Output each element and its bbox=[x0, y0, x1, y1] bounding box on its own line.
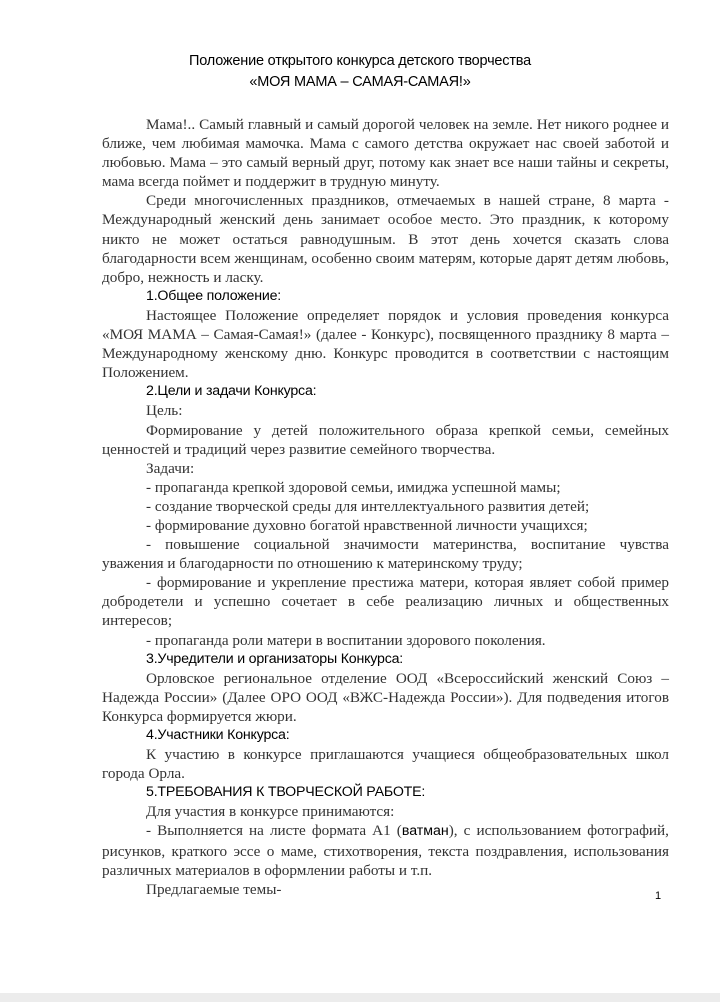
themes-label: Предлагаемые темы- bbox=[146, 880, 282, 898]
section-1-text: Настоящее Положение определяет порядок и условия проведения конкурса «МОЯ МАМА – Самая-Самая!» (далее - Конкурс), посвященного празднику 8 марта – Международному женскому дню. Конкурс проводится в соответствии с настоящим Положением. bbox=[102, 306, 669, 382]
task-item: - создание творческой среды для интеллектуального развития детей; bbox=[146, 497, 590, 515]
section-4-text: К участию в конкурсе приглашаются учащиеся общеобразовательных школ города Орла. bbox=[102, 746, 669, 783]
requirement-format-word: ватман bbox=[401, 823, 449, 840]
page-number: 1 bbox=[655, 890, 662, 902]
section-4-heading: 4.Участники Конкурса: bbox=[146, 727, 290, 743]
intro-paragraph-2: Среди многочисленных праздников, отмечаемых в нашей стране, 8 марта - Международный женский день занимает особое место. Это праздник, к которому никто не может остаться равнодушным. В этот день хочется сказать слова благодарности всем женщинам, особенно своим матерям, которые дарят детям любовь, добро, нежность и ласку. bbox=[102, 192, 669, 286]
task-item: - повышение социальной значимости материнства, воспитание чувства уважения и благодарности по отношению к материнскому труду; bbox=[102, 536, 669, 573]
task-item: - формирование и укрепление престижа матери, которая являет собой пример добродетели и успешно сочетает в себе реализацию личных и общественных интересов; bbox=[102, 574, 669, 630]
requirement-item bbox=[102, 821, 669, 879]
task-item: - пропаганда роли матери в воспитании здорового поколения. bbox=[146, 631, 546, 649]
goal-label: Цель: bbox=[146, 402, 183, 420]
task-item: - формирование духовно богатой нравственной личности учащихся; bbox=[146, 516, 588, 534]
requirement-text-end: ), с использованием фотографий, рисунков, краткого эссе о маме, стихотворения, текста поздравления, использования различных материалов в оформлении работы и т.п. bbox=[102, 822, 669, 879]
document-title-line-2: «МОЯ МАМА – САМАЯ-САМАЯ!» bbox=[249, 74, 471, 90]
section-3-text: Орловское региональное отделение ООД «Всероссийский женский Союз – Надежда России» (Далее ОРО ООД «ВЖС-Надежда России»). Для подведения итогов Конкурса формируется жюри. bbox=[102, 669, 669, 725]
requirement-text-start: - Выполняется на листе формата А1 ( bbox=[146, 822, 402, 840]
section-1-heading: 1.Общее положение: bbox=[146, 287, 282, 304]
goal-text: Формирование у детей положительного образа крепкой семьи, семейных ценностей и традиций через развитие семейного творчества. bbox=[102, 421, 669, 458]
section-5-heading: 5.ТРЕБОВАНИЯ К ТВОРЧЕСКОЙ РАБОТЕ: bbox=[146, 784, 426, 801]
intro-paragraph-1: Мама!.. Самый главный и самый дорогой человек на земле. Нет никого роднее и ближе, чем любимая мамочка. Мама с самого детства окружает нас своей заботой и любовью. Мама – это самый верный друг, потому как знает все наши тайны и секреты, мама всегда поймет и поддержит в трудную минуту. bbox=[102, 116, 669, 191]
document-body bbox=[102, 115, 669, 899]
document-title-line-1: Положение открытого конкурса детского творчества bbox=[189, 53, 531, 69]
section-2-heading: 2.Цели и задачи Конкурса: bbox=[146, 383, 317, 400]
task-item: - пропаганда крепкой здоровой семьи, имиджа успешной мамы; bbox=[146, 478, 561, 496]
viewer-bottom-edge bbox=[0, 993, 720, 1002]
section-3-heading: 3.Учредители и организаторы Конкурса: bbox=[146, 650, 404, 667]
tasks-label: Задачи: bbox=[146, 459, 195, 477]
section-5-intro: Для участия в конкурсе принимаются: bbox=[146, 803, 395, 821]
